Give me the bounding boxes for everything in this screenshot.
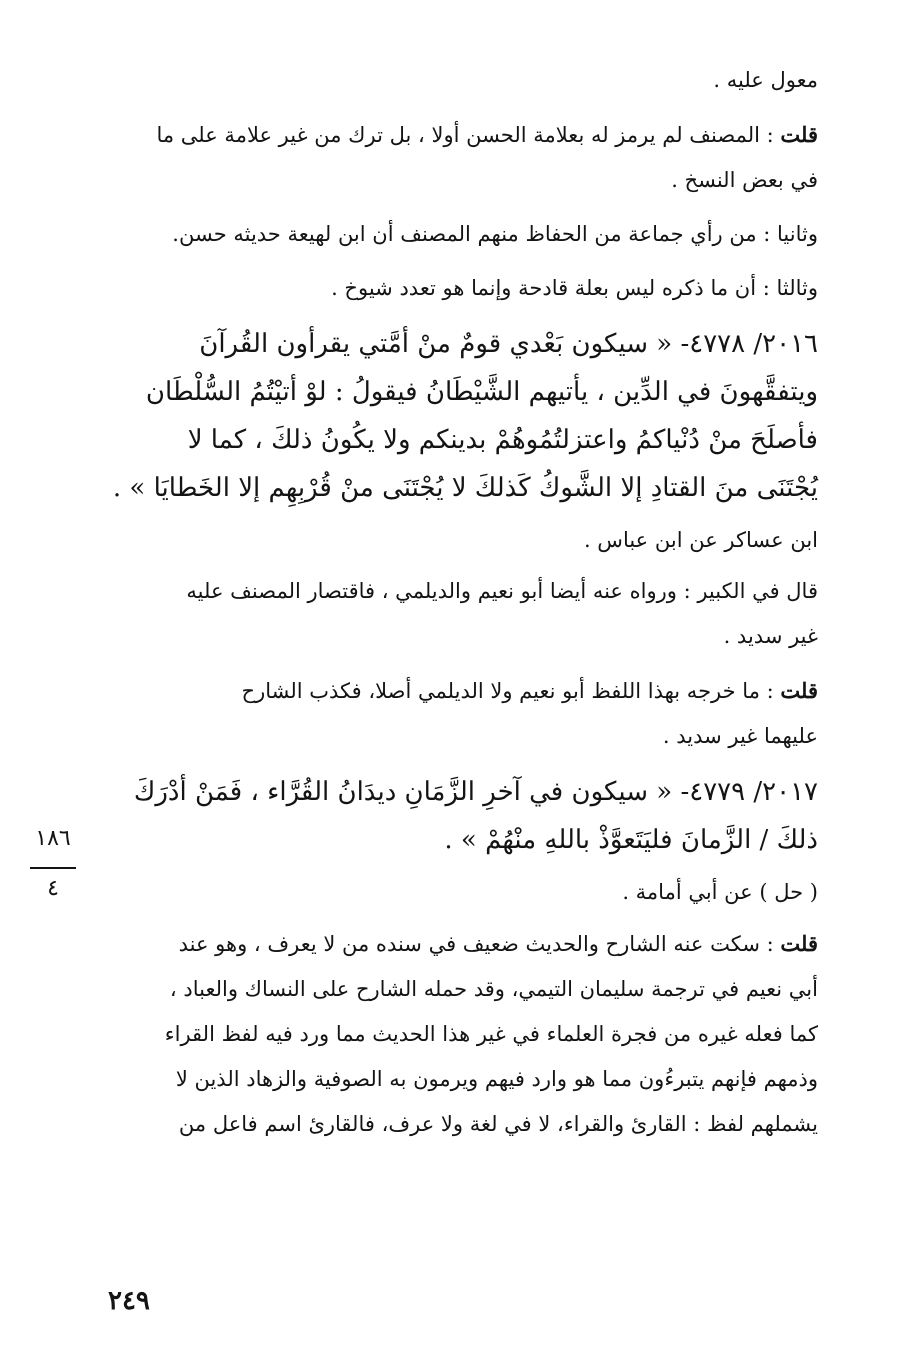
text-line: في بعض النسخ . xyxy=(671,168,818,192)
hadith-line: فأصلَحَ منْ دُنْياكمُ واعتزلتُمُوهُمْ بدينكم ولا يكُونُ ذلكَ ، كما لا xyxy=(187,425,818,455)
page-number: ٢٤٩ xyxy=(108,1286,150,1316)
margin-divider xyxy=(30,867,76,869)
hadith-line: يُجْتَنَى منَ القتادِ إلا الشَّوكُ كَذلكَ لا يُجْتَنَى منْ قُرْبِهِم إلا الخَطايَا » . xyxy=(112,473,818,503)
text-line: وذمهم فإنهم يتبرءُون مما هو وارد فيهم ويرمون به الصوفية والزهاد الذين لا xyxy=(175,1067,818,1091)
source-line: ابن عساكر عن ابن عباس . xyxy=(583,528,818,552)
text-line: يشملهم لفظ : القارئ والقراء، لا في لغة ولا عرف، فالقارئ اسم فاعل من xyxy=(178,1112,818,1136)
text-line: قلت : المصنف لم يرمز له بعلامة الحسن أولا ، بل ترك من غير علامة على ما xyxy=(156,122,818,147)
margin-volume-ref: ٤ xyxy=(47,876,59,901)
source-line: ( حل ) عن أبي أمامة . xyxy=(622,880,818,904)
qult-label: قلت xyxy=(780,122,818,147)
qult-label: قلت xyxy=(780,678,818,703)
text-line: وثالثا : أن ما ذكره ليس بعلة قادحة وإنما هو تعدد شيوخ . xyxy=(331,276,818,300)
text-line: عليهما غير سديد . xyxy=(662,724,818,748)
text-line: غير سديد . xyxy=(723,624,818,648)
hadith-line: ويتفقَّهونَ في الدِّين ، يأتيهم الشَّيْطَانُ فيقولُ : لوْ أتيْتُمُ السُّلْطَان xyxy=(145,377,818,407)
text-line: أبي نعيم في ترجمة سليمان التيمي، وقد حمله الشارح على النساك والعباد ، xyxy=(169,977,818,1001)
text-line: كما فعله غيره من فجرة العلماء في غير هذا الحديث مما ورد فيه لفظ القراء xyxy=(164,1022,818,1046)
text-line: وثانيا : من رأي جماعة من الحفاظ منهم المصنف أن ابن لهيعة حديثه حسن. xyxy=(172,222,818,246)
hadith-line: ذلكَ / الزَّمانَ فليَتَعوَّذْ باللهِ منْهُمْ » . xyxy=(444,825,818,855)
qult-label: قلت xyxy=(780,931,818,956)
text-line: قلت : ما خرجه بهذا اللفظ أبو نعيم ولا الديلمي أصلا، فكذب الشارح xyxy=(241,678,818,703)
hadith-line: ٢٠١٦/ ٤٧٧٨- « سيكون بَعْدي قومٌ منْ أمَّتي يقرأون القُرآنَ xyxy=(199,329,818,359)
margin-page-ref: ١٨٦ xyxy=(35,826,71,851)
hadith-line: ٢٠١٧/ ٤٧٧٩- « سيكون في آخرِ الزَّمَانِ ديدَانُ القُرَّاء ، فَمَنْ أدْرَكَ xyxy=(133,777,818,807)
text-line: معول عليه . xyxy=(713,68,818,92)
margin-volume-reference xyxy=(22,825,84,903)
text-line: قلت : سكت عنه الشارح والحديث ضعيف في سنده من لا يعرف ، وهو عند xyxy=(178,931,818,956)
text-line: قال في الكبير : ورواه عنه أيضا أبو نعيم والديلمي ، فاقتصار المصنف عليه xyxy=(186,579,818,603)
page-body xyxy=(106,58,818,1147)
